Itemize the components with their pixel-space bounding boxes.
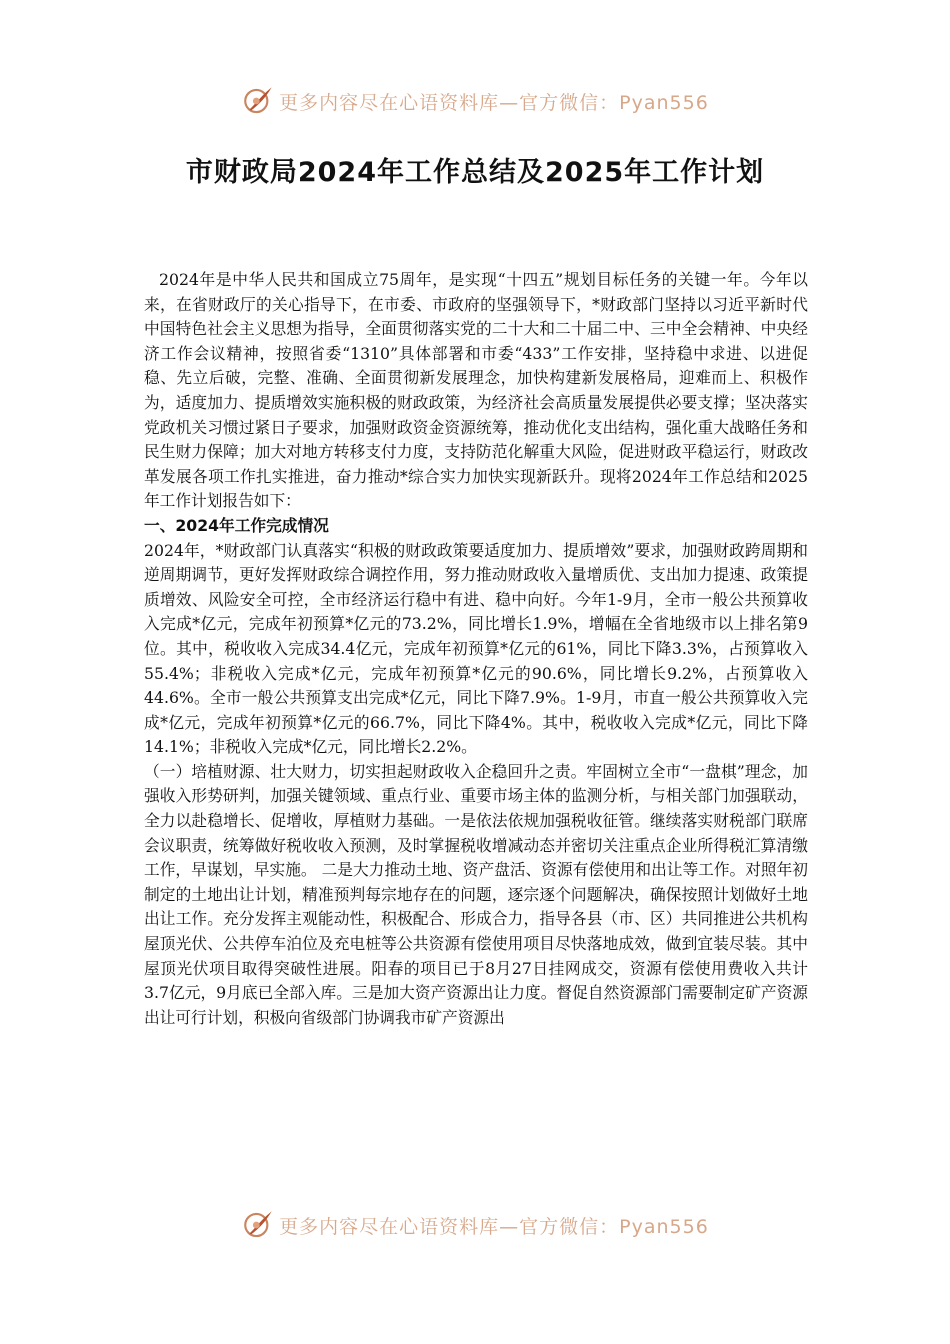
subsection-paragraph: （一）培植财源、壮大财力，切实担起财政收入企稳回升之责。牢固树立全市“一盘棋”理念，加强收入形势研判，加强关键领域、重点行业、重要市场主体的监测分析，与相关部门加强联动，全力以赴稳增长、促增收，厚植财力基础。一是依法依规加强税收征管。继续落实财税部门联席会议职责，统筹做好税收收入预测，及时掌握税收增减动态并密切关注重点企业所得税汇算清缴工作，早谋划，早实施。 二是大力推动土地、资产盘活、资源有偿使用和出让等工作。对照年初制定的土地出让计划，精准预判每宗地存在的问题，逐宗逐个问题解决，确保按照计划做好土地出让工作。充分发挥主观能动性，积极配合、形成合力，指导各县（市、区）共同推进公共机构屋顶光伏、公共停车泊位及充电桩等公共资源有偿使用项目尽快落地成效，做到宜装尽装。其中屋顶光伏项目取得突破性进展。阳春的项目已于8月27日挂网成交，资源有偿使用费收入共计3.7亿元，9月底已全部入库。三是加大资产资源出让力度。督促自然资源部门需要制定矿产资源出让可行计划，积极向省级部门协调我市矿产资源出 bbox=[144, 761, 808, 1027]
watermark-footer bbox=[0, 1208, 950, 1242]
watermark-header bbox=[0, 84, 950, 118]
document-body bbox=[144, 268, 808, 1030]
section-heading: 一、2024年工作完成情况 bbox=[144, 515, 329, 535]
document-title: 市财政局2024年工作总结及2025年工作计划 bbox=[185, 157, 765, 188]
summary-paragraph: 2024年，*财政部门认真落实“积极的财政政策要适度加力、提质增效”要求，加强财政跨周期和逆周期调节，更好发挥财政综合调控作用，努力推动财政收入量增质优、支出加力提速、政策提质增效、风险安全可控，全市经济运行稳中有进、稳中向好。今年1-9月，全市一般公共预算收入完成*亿元，完成年初预算*亿元的73.2%，同比增长1.9%，增幅在全省地级市以上排名第9位。其中，税收收入完成34.4亿元，完成年初预算*亿元的61%，同比下降3.3%，占预算收入55.4%；非税收入完成*亿元，完成年初预算*亿元的90.6%，同比增长9.2%，占预算收入44.6%。全市一般公共预算支出完成*亿元，同比下降7.9%。1-9月，市直一般公共预算收入完成*亿元，完成年初预算*亿元的66.7%，同比下降4%。其中，税收收入完成*亿元，同比下降14.1%；非税收入完成*亿元，同比增长2.2%。 bbox=[144, 540, 808, 757]
quill-logo-icon bbox=[241, 84, 275, 118]
watermark-text: 更多内容尽在心语资料库—官方微信：Pyan556 bbox=[279, 91, 709, 114]
intro-paragraph: 2024年是中华人民共和国成立75周年，是实现“十四五”规划目标任务的关键一年。今年以来，在省财政厅的关心指导下，在市委、市政府的坚强领导下，*财政部门坚持以习近平新时代中国特色社会主义思想为指导，全面贯彻落实党的二十大和二十届二中、三中全会精神、中央经济工作会议精神，按照省委“1310”具体部署和市委“433”工作安排，坚持稳中求进、以进促稳、先立后破，完整、准确、全面贯彻新发展理念，加快构建新发展格局，迎难而上、积极作为，适度加力、提质增效实施积极的财政政策，为经济社会高质量发展提供必要支撑；坚决落实党政机关习惯过紧日子要求，加强财政资金资源统筹，推动优化支出结构，强化重大战略任务和民生财力保障；加大对地方转移支付力度，支持防范化解重大风险，促进财政平稳运行，财政改革发展各项工作扎实推进，奋力推动*综合实力加快实现新跃升。现将2024年工作总结和2025年工作计划报告如下： bbox=[144, 270, 808, 511]
watermark-text: 更多内容尽在心语资料库—官方微信：Pyan556 bbox=[279, 1215, 709, 1238]
quill-logo-icon bbox=[241, 1208, 275, 1242]
